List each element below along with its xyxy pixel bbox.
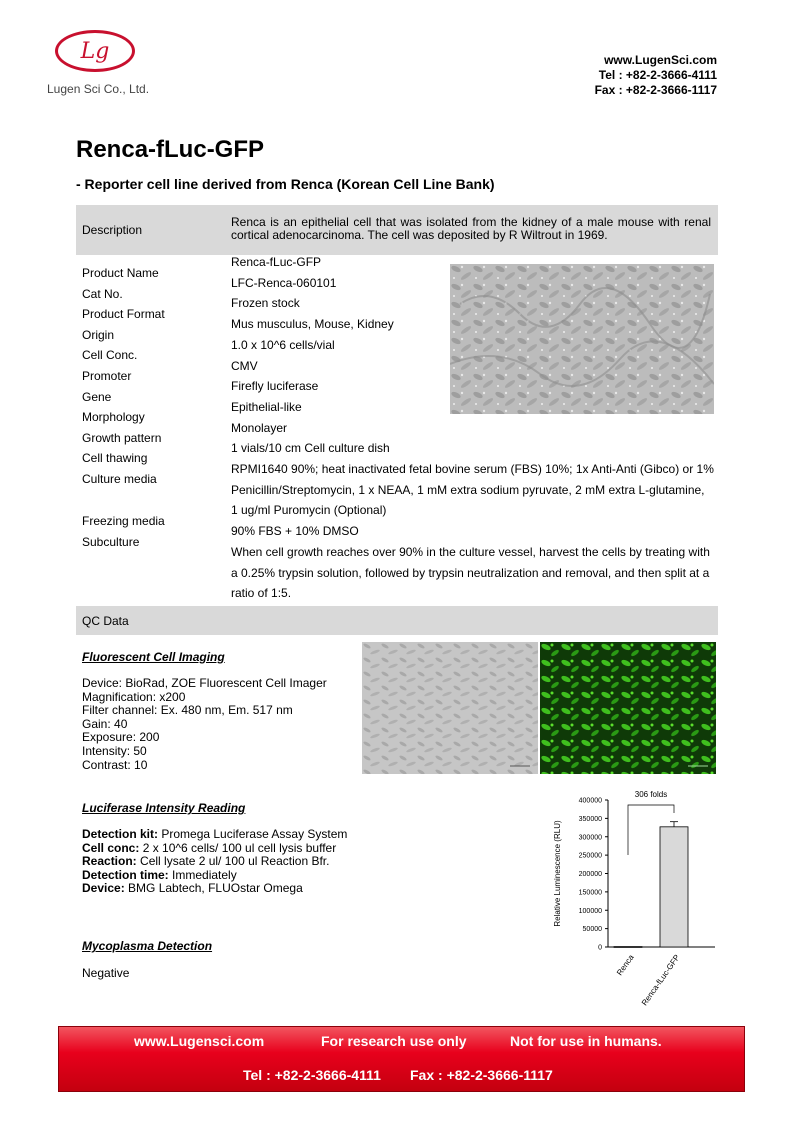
imaging-heading: Fluorescent Cell Imaging bbox=[82, 650, 225, 664]
spec-value: Monolayer bbox=[231, 420, 288, 435]
spec-value: Penicillin/Streptomycin, 1 x NEAA, 1 mM extra sodium pyruvate, 2 mM extra L-glutamine, bbox=[231, 482, 705, 497]
y-tick-label: 300000 bbox=[578, 834, 602, 842]
spec-value: 90% FBS + 10% DMSO bbox=[231, 524, 359, 539]
spec-label: Product Name bbox=[82, 266, 159, 280]
x-tick-label: Renca-fLuc-GFP bbox=[639, 952, 682, 1008]
luciferase-key: Detection time: bbox=[82, 867, 169, 882]
imaging-line: Intensity: 50 bbox=[82, 743, 147, 758]
spec-label: Cell Conc. bbox=[82, 348, 138, 363]
imaging-line: Device: BioRad, ZOE Fluorescent Cell Imager bbox=[82, 676, 327, 690]
luciferase-value: Cell lysate 2 ul/ 100 ul Reaction Bfr. bbox=[136, 854, 330, 869]
spec-label: Growth pattern bbox=[82, 430, 162, 445]
spec-label: Freezing media bbox=[82, 514, 165, 528]
footer-not-human-note: Not for use in humans. bbox=[510, 1033, 662, 1049]
y-tick-label: 250000 bbox=[578, 852, 602, 860]
footer-research-note: For research use only bbox=[321, 1033, 467, 1049]
luciferase-row bbox=[82, 869, 347, 883]
luciferase-value: Immediately bbox=[168, 867, 237, 882]
footer-banner bbox=[58, 1026, 745, 1092]
spec-value: When cell growth reaches over 90% in the culture vessel, harvest the cells by treating with bbox=[231, 544, 710, 559]
spec-value: Frozen stock bbox=[231, 296, 300, 311]
y-tick-label: 350000 bbox=[578, 815, 602, 823]
y-tick-label: 200000 bbox=[578, 871, 602, 878]
luciferase-key: Detection kit: bbox=[82, 827, 159, 841]
spec-label: Promoter bbox=[82, 369, 132, 383]
spec-label: Morphology bbox=[82, 410, 145, 425]
spec-value: 1 vials/10 cm Cell culture dish bbox=[231, 441, 390, 456]
footer-tel: Tel : +82-2-3666-4111 bbox=[243, 1067, 381, 1083]
imaging-line: Gain: 40 bbox=[82, 716, 128, 731]
spec-value: 1 ug/ml Puromycin (Optional) bbox=[231, 503, 387, 518]
fold-annotation: 306 folds bbox=[634, 790, 668, 799]
y-tick-label: 100000 bbox=[578, 907, 602, 915]
luciferase-details bbox=[82, 828, 347, 896]
qc-label: QC Data bbox=[82, 614, 129, 628]
spec-value: Renca-fLuc-GFP bbox=[231, 255, 322, 269]
spec-label: Origin bbox=[82, 327, 115, 342]
spec-value: Firefly luciferase bbox=[231, 379, 319, 394]
company-name: Lugen Sci Co., Ltd. bbox=[47, 82, 150, 96]
spec-value: ratio of 1:5. bbox=[231, 586, 292, 601]
spec-label: Cat No. bbox=[82, 286, 123, 301]
header-tel: Tel : +82-2-3666-4111 bbox=[598, 68, 717, 82]
brightfield-image bbox=[362, 642, 538, 774]
spec-label: Gene bbox=[82, 389, 112, 404]
y-tick-label: 400000 bbox=[578, 797, 602, 805]
mycoplasma-heading: Mycoplasma Detection bbox=[82, 939, 213, 953]
header-contact bbox=[595, 53, 717, 98]
y-tick-label: 50000 bbox=[582, 926, 602, 934]
spec-value: Epithelial-like bbox=[231, 399, 302, 414]
cell-morphology-image bbox=[450, 264, 714, 414]
luciferase-value: Promega Luciferase Assay System bbox=[158, 827, 348, 841]
x-tick-label: Renca bbox=[615, 952, 636, 978]
spec-value: a 0.25% trypsin solution, followed by trypsin neutralization and removal, and then split at a bbox=[231, 565, 710, 580]
description-text: Renca is an epithelial cell that was isolated from the kidney of a male mouse with renal cortical adenocarcinoma. The cell was deposited by R Wiltrout in 1969. bbox=[231, 215, 711, 242]
description-label: Description bbox=[82, 223, 143, 237]
luciferase-row bbox=[82, 882, 347, 896]
luciferase-heading: Luciferase Intensity Reading bbox=[82, 801, 246, 815]
spec-label: Subculture bbox=[82, 534, 140, 549]
spec-value: RPMI1640 90%; heat inactivated fetal bovine serum (FBS) 10%; 1x Anti-Anti (Gibco) or 1% bbox=[231, 462, 714, 476]
spec-label: Cell thawing bbox=[82, 451, 148, 466]
bar bbox=[614, 947, 642, 948]
imaging-line: Contrast: 10 bbox=[82, 757, 148, 772]
page-title: Renca-fLuc-GFP bbox=[76, 136, 265, 163]
qc-band bbox=[76, 606, 718, 635]
y-tick-label: 0 bbox=[598, 944, 602, 952]
luciferase-value: 2 x 10^6 cells/ 100 ul cell lysis buffer bbox=[139, 840, 337, 855]
company-logo: Lg bbox=[80, 38, 110, 64]
luciferase-key: Cell conc: bbox=[82, 840, 140, 855]
luciferase-row bbox=[82, 855, 347, 869]
header-website[interactable]: www.LugenSci.com bbox=[604, 53, 717, 67]
spec-value: CMV bbox=[231, 358, 258, 373]
gfp-fluorescence-image bbox=[540, 642, 716, 774]
imaging-details bbox=[82, 677, 327, 772]
imaging-line: Exposure: 200 bbox=[82, 730, 160, 745]
header-fax: Fax : +82-2-3666-1117 bbox=[594, 83, 717, 97]
luciferase-key: Reaction: bbox=[82, 854, 137, 869]
luciferase-row bbox=[82, 828, 347, 842]
spec-value: LFC-Renca-060101 bbox=[231, 275, 337, 290]
y-tick-label: 150000 bbox=[578, 889, 602, 897]
imaging-line: Magnification: x200 bbox=[82, 689, 186, 704]
y-axis-label: Relative Luminescence (RLU) bbox=[553, 820, 562, 927]
description-band bbox=[76, 205, 718, 255]
spec-label: Culture media bbox=[82, 472, 157, 486]
spec-value: Mus musculus, Mouse, Kidney bbox=[231, 317, 394, 332]
luciferase-value: BMG Labtech, FLUOstar Omega bbox=[124, 881, 303, 896]
imaging-line: Filter channel: Ex. 480 nm, Em. 517 nm bbox=[82, 703, 293, 718]
luciferase-row bbox=[82, 842, 347, 856]
spec-value: 1.0 x 10^6 cells/vial bbox=[231, 337, 335, 352]
footer-website[interactable]: www.Lugensci.com bbox=[134, 1033, 265, 1049]
spec-label: Product Format bbox=[82, 307, 165, 322]
page-subtitle: - Reporter cell line derived from Renca (Korean Cell Line Bank) bbox=[76, 176, 495, 192]
luminescence-chart bbox=[540, 780, 740, 1020]
footer-fax: Fax : +82-2-3666-1117 bbox=[410, 1067, 553, 1083]
bar bbox=[660, 827, 688, 947]
mycoplasma-result: Negative bbox=[82, 966, 130, 980]
luciferase-key: Device: bbox=[82, 881, 125, 896]
